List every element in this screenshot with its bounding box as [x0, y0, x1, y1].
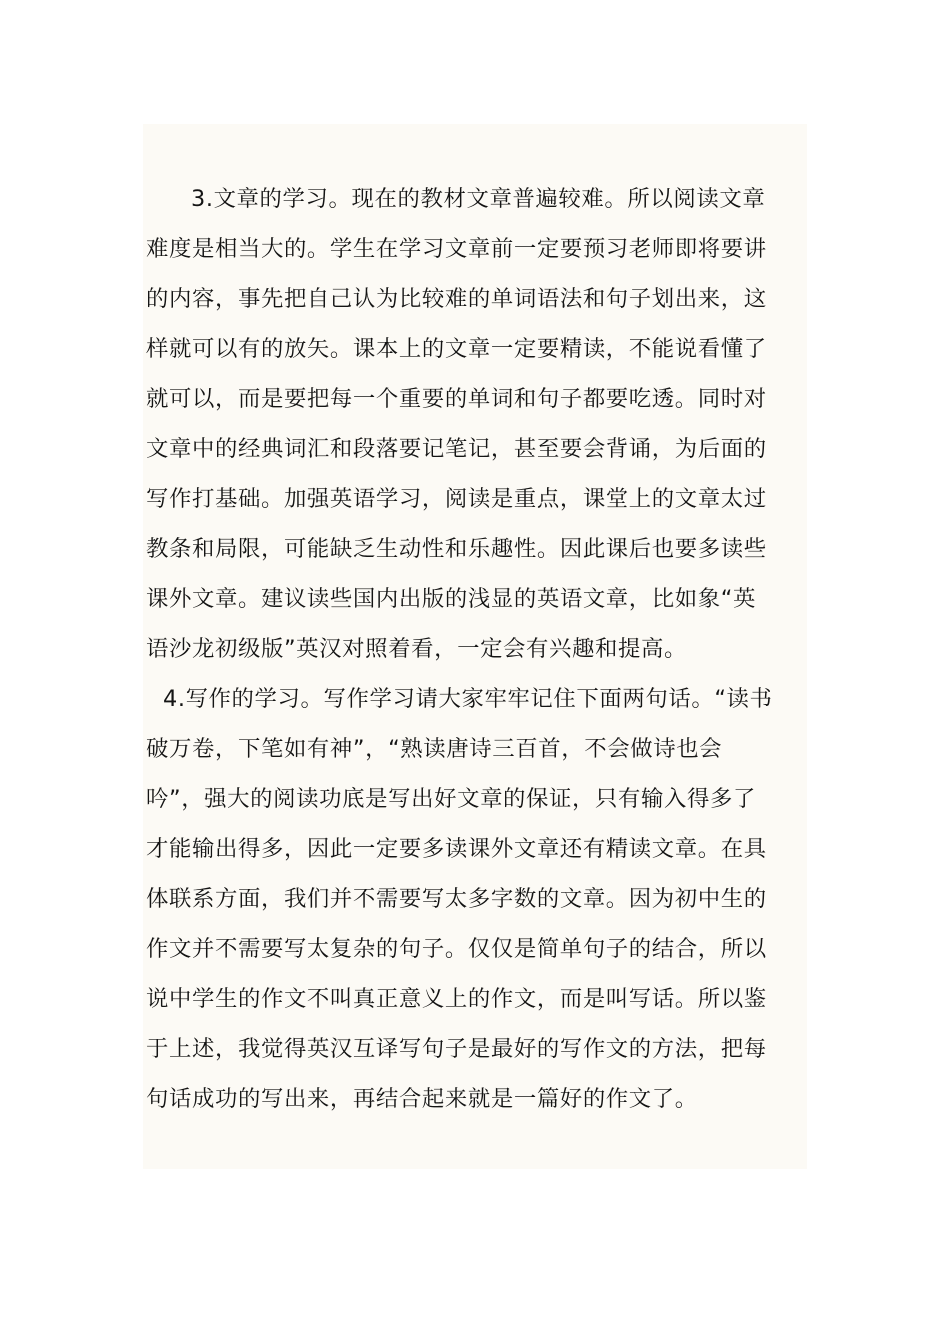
paragraph-4-line: 说中学生的作文不叫真正意义上的作文，而是叫写话。所以鉴 — [146, 986, 767, 1012]
paragraph-4-line: 吟”，强大的阅读功底是写出好文章的保证，只有输入得多了 — [146, 786, 756, 812]
paragraph-3-line: 的内容，事先把自己认为比较难的单词语法和句子划出来，这 — [146, 286, 767, 312]
paragraph-4-line: 破万卷，下笔如有神”，“熟读唐诗三百首，不会做诗也会 — [146, 736, 723, 762]
paragraph-3-line: 课外文章。建议读些国内出版的浅显的英语文章，比如象“英 — [146, 586, 756, 612]
paragraph-3-line: 样就可以有的放矢。课本上的文章一定要精读，不能说看懂了 — [146, 336, 767, 362]
paragraph-3-line: 文章中的经典词汇和段落要记笔记，甚至要会背诵，为后面的 — [146, 436, 767, 462]
paragraph-4-line: 于上述，我觉得英汉互译写句子是最好的写作文的方法，把每 — [146, 1036, 767, 1062]
paragraph-4-line: 句话成功的写出来，再结合起来就是一篇好的作文了。 — [146, 1086, 698, 1112]
paragraph-4-line: 才能输出得多，因此一定要多读课外文章还有精读文章。在具 — [146, 836, 767, 862]
paragraph-3-line: 就可以，而是要把每一个重要的单词和句子都要吃透。同时对 — [146, 386, 767, 412]
paragraph-3-line: 3.文章的学习。现在的教材文章普遍较难。所以阅读文章 — [191, 186, 766, 212]
paragraph-4-line: 体联系方面，我们并不需要写太多字数的文章。因为初中生的 — [146, 886, 767, 912]
paragraph-4-line: 4.写作的学习。写作学习请大家牢牢记住下面两句话。“读书 — [163, 686, 773, 712]
paragraph-3-line: 写作打基础。加强英语学习，阅读是重点，课堂上的文章太过 — [146, 486, 767, 512]
paragraph-3-line: 教条和局限，可能缺乏生动性和乐趣性。因此课后也要多读些 — [146, 536, 767, 562]
paragraph-3-line: 难度是相当大的。学生在学习文章前一定要预习老师即将要讲 — [146, 236, 767, 262]
paragraph-3-line: 语沙龙初级版”英汉对照着看，一定会有兴趣和提高。 — [146, 636, 687, 662]
paragraph-4-line: 作文并不需要写太复杂的句子。仅仅是简单句子的结合，所以 — [146, 936, 767, 962]
